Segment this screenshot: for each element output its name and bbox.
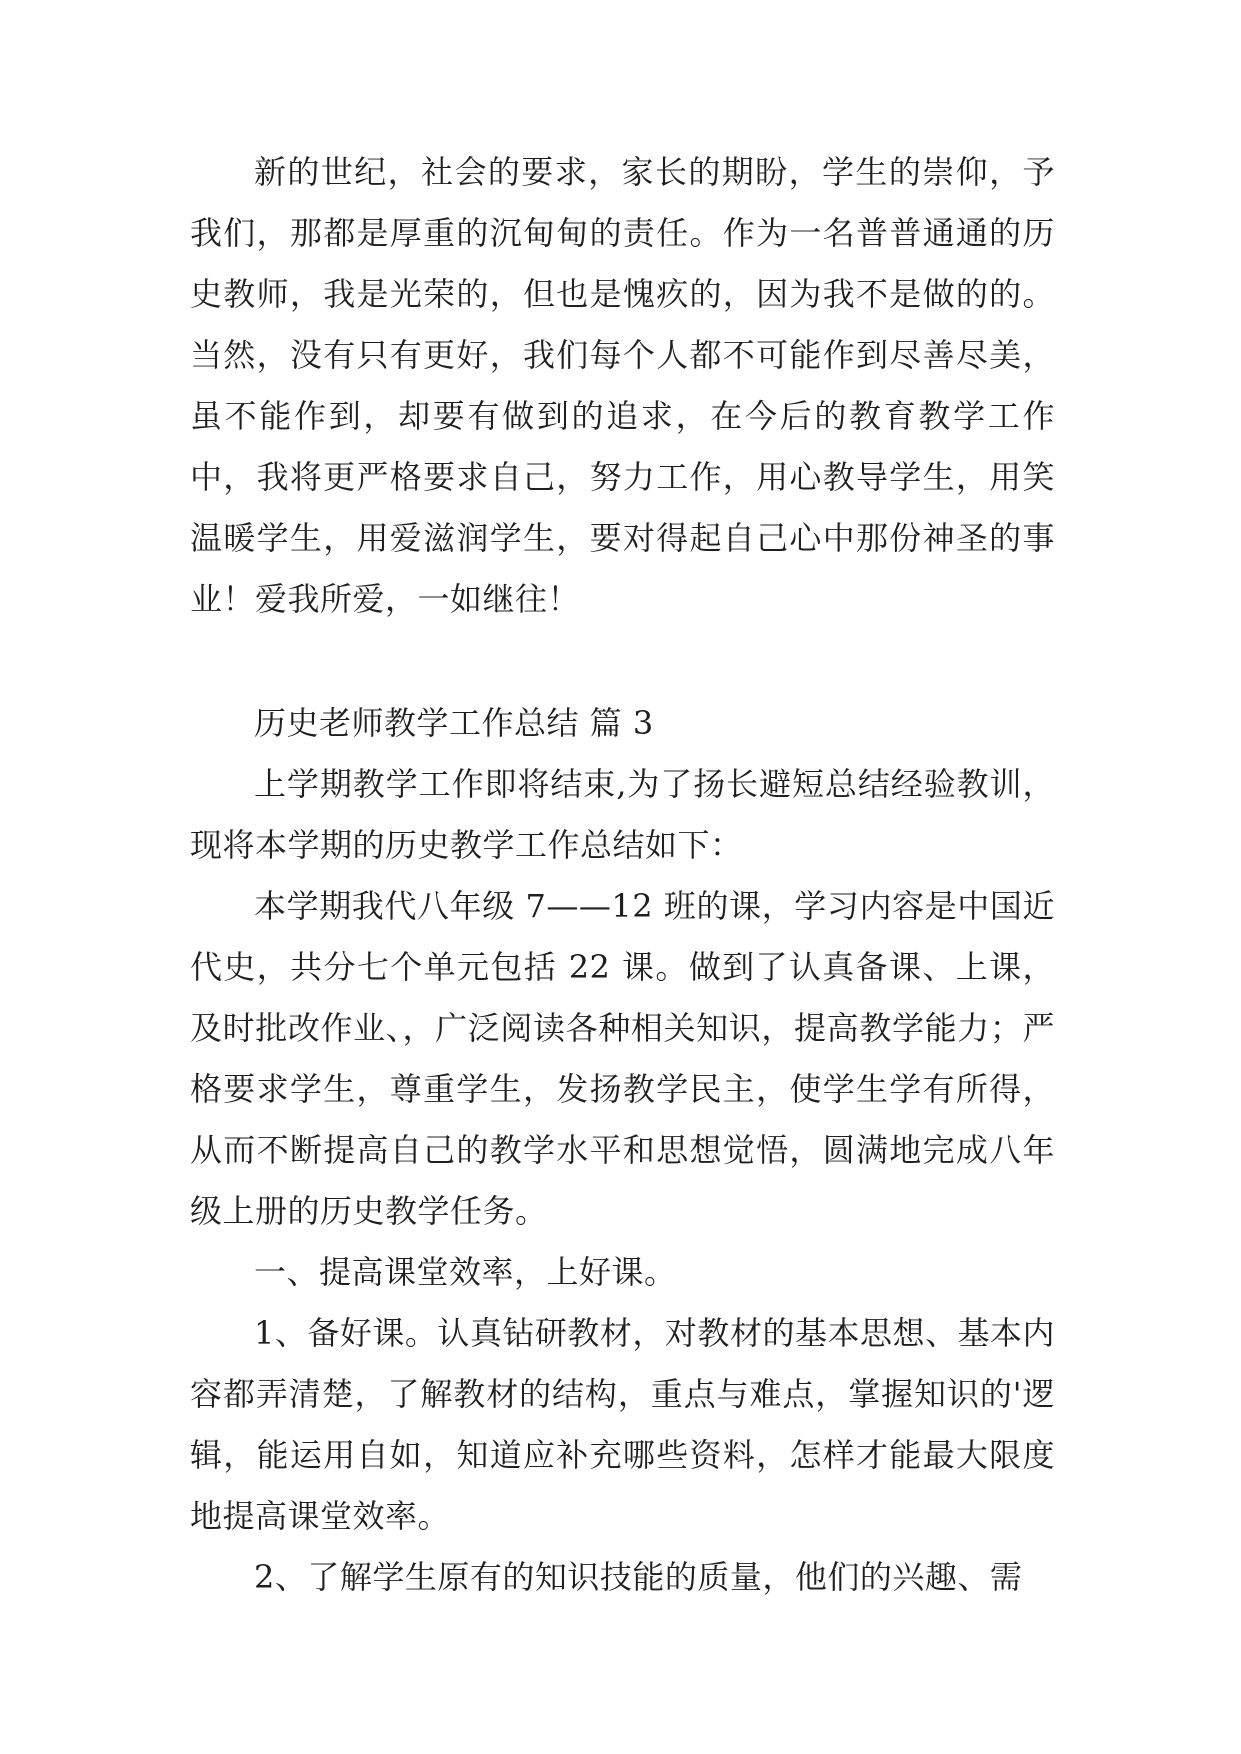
paragraph-closing-reflection: 新的世纪，社会的要求，家长的期盼，学生的崇仰，予我们，那都是厚重的沉甸甸的责任。作为一名普普通通的历史教师，我是光荣的，但也是愧疚的，因为我不是做的的。当然，没有只有更好，我们每个人都不可能作到尽善尽美，虽不能作到，却要有做到的追求，在今后的教育教学工作中，我将更严格要求自己，努力工作，用心教导学生，用笑温暖学生，用爱滋润学生，要对得起自己心中那份神圣的事业！爱我所爱，一如继往！ [190, 153, 1055, 618]
section-heading: 历史老师教学工作总结 篇 3 [254, 704, 654, 742]
paragraph-semester-overview: 本学期我代八年级 7——12 班的课，学习内容是中国近代史，共分七个单元包括 22 课。做到了认真备课、上课，及时批改作业、，广泛阅读各种相关知识，提高教学能力；严格要求学生，尊重学生，发扬教学民主，使学生学有所得，从而不断提高自己的教学水平和思想觉悟，圆满地完成八年级上册的历史教学任务。 [190, 887, 1055, 1230]
paragraph-intro: 上学期教学工作即将结束,为了扬长避短总结经验教训，现将本学期的历史教学工作总结如下： [190, 765, 1055, 864]
paragraph-point-one-title: 一、提高课堂效率，上好课。 [254, 1253, 677, 1291]
section-spacer [190, 630, 1055, 693]
paragraph-prepare-lessons: 1、备好课。认真钻研教材，对教材的基本思想、基本内容都弄清楚，了解教材的结构，重点与难点，掌握知识的'逻辑，能运用自如，知道应补充哪些资料，怎样才能最大限度地提高课堂效率。 [190, 1314, 1055, 1535]
paragraph-understand-students: 2、了解学生原有的知识技能的质量，他们的兴趣、需 [254, 1558, 1023, 1596]
document-body [190, 142, 1055, 1608]
